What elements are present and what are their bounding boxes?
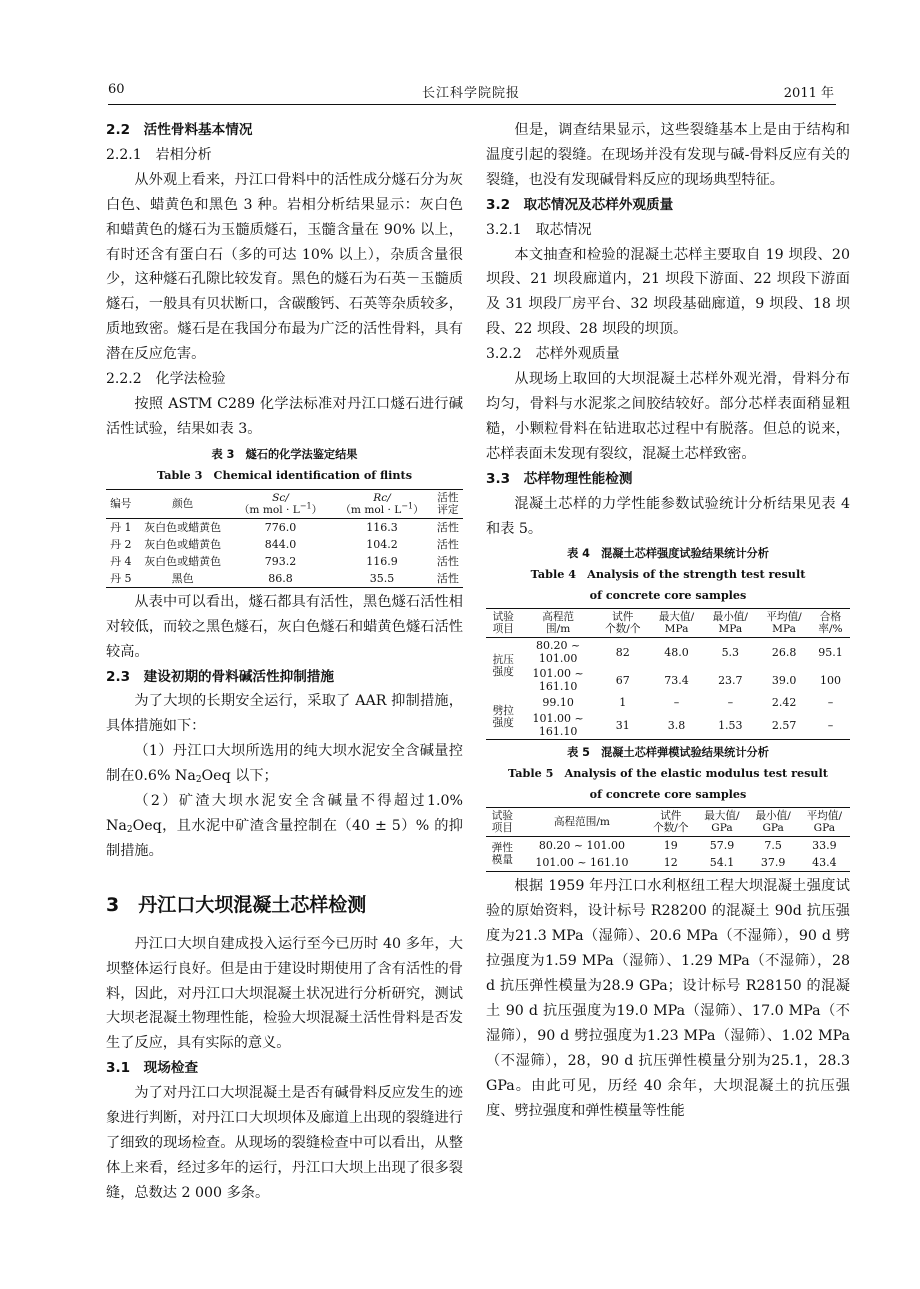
publication-year: 2011 年 — [783, 86, 834, 101]
table-group-label: 劈拉 强度 — [492, 704, 514, 729]
paragraph: 根据 1959 年丹江口水利枢纽工程大坝混凝土强度试验的原始资料，设计标号 R28200 的混凝土 90d 抗压强度为21.3 MPa（湿筛）、20.6 MPa（不湿筛），90 d 劈拉强度为1.59 MPa（湿筛）、1.29 MPa（不湿筛），28 d 抗压弹性模量为28.9 GPa；设计标号 R28150 的混凝土 90 d 抗压强度为19.0 MPa（湿筛）、17.0 MPa（不湿筛），90 d 劈拉强度为1.23 MPa（湿筛）、1.02 MPa（不湿筛），28，90 d 抗压弹性模量分别为25.1，28.3 GPa。由此可见，历经 40 余年，大坝混凝土的抗压强度、劈拉强度和弹性模量等性能 — [486, 878, 850, 1119]
table-group-label: 抗压 强度 — [492, 654, 514, 679]
table-cell: 26.8 — [771, 645, 797, 659]
table-header-cell: Sc/ （m mol · $L^{-1}$） — [238, 491, 323, 516]
paragraph: 从现场上取回的大坝混凝土芯样外观光滑，骨料分布均匀，骨料与水泥浆之间胶结较好。部分芯样表面稍显粗糙，小颗粒骨料在钻进取芯过程中有脱落。但总的说来，芯样表面未发现有裂纹，混凝土芯样致密。 — [486, 371, 850, 462]
table-4-caption-en: Table 4 Analysis of the strength test result — [530, 567, 806, 582]
section-2-2-1-title: 2.2.1 岩相分析 — [106, 146, 212, 163]
table-header-cell: 试件 个数/个 — [605, 611, 641, 636]
table-cell: 3.8 — [667, 718, 686, 732]
paragraph: 为了大坝的长期安全运行，采取了 AAR 抑制措施，具体措施如下： — [106, 693, 463, 735]
running-header — [108, 82, 834, 102]
table-cell: 23.7 — [718, 673, 743, 687]
table-header-cell: 平均值/ MPa — [766, 611, 802, 636]
table-row — [106, 536, 463, 553]
table-cell: 活性 — [436, 571, 459, 585]
right-column — [486, 118, 850, 1123]
table-cell: 12 — [663, 856, 678, 870]
table-cell: 黑色 — [171, 571, 194, 585]
table-cell: – — [673, 696, 680, 710]
table-cell: 101.00 ~ 161.10 — [532, 712, 584, 739]
table-header-cell: 高程范 围/m — [542, 611, 575, 636]
table-cell: 73.4 — [664, 673, 689, 687]
table-header-cell: 颜色 — [172, 497, 194, 510]
table-3-caption-cn: 表 3 燧石的化学法鉴定结果 — [211, 447, 358, 461]
table-cell: 5.3 — [721, 645, 740, 659]
table-header-cell: 高程范围/m — [553, 816, 610, 829]
table-header-row — [486, 609, 850, 638]
section-3-2-2-title: 3.2.2 芯样外观质量 — [486, 346, 620, 363]
paragraph: （2）矿渣大坝水泥安全含碱量不得超过1.0% $Na_2Oeq$，且水泥中矿渣含量控制在（40 ± 5）% 的抑制措施。 — [106, 793, 463, 859]
paragraph: 按照 ASTM C289 化学法标准对丹江口燧石进行碱活性试验，结果如表 3。 — [106, 395, 463, 437]
table-row — [486, 711, 850, 740]
table-cell: 116.9 — [366, 554, 398, 568]
table-header-cell: 平均值/ GPa — [806, 810, 843, 835]
table-header-cell: 最小值/ GPa — [755, 810, 791, 835]
table-5 — [486, 742, 850, 872]
table-row — [486, 837, 850, 855]
table-cell: 48.0 — [664, 645, 689, 659]
table-cell: 灰白色或蜡黄色 — [144, 537, 222, 551]
section-2-3-title: 2.3 建设初期的骨料碱活性抑制措施 — [106, 668, 334, 685]
table-cell: 43.4 — [812, 856, 837, 870]
table-cell: 活性 — [436, 537, 459, 551]
table-cell: 37.9 — [760, 856, 786, 870]
table-cell: 丹 5 — [110, 571, 132, 585]
table-cell: 104.2 — [366, 537, 398, 551]
table-cell: 丹 4 — [110, 554, 132, 568]
paragraph: 混凝土芯样的力学性能参数试验统计分析结果见表 4 和表 5。 — [486, 495, 850, 537]
table-cell: 54.1 — [709, 856, 735, 870]
table-cell: 灰白色或蜡黄色 — [144, 554, 222, 568]
table-header-row — [486, 808, 850, 837]
table-cell: 31 — [615, 718, 630, 732]
paragraph: （1）丹江口大坝所选用的纯大坝水泥安全含碱量控制在0.6% $Na_2Oeq$ 以下； — [106, 743, 463, 786]
table-5-grid — [486, 807, 850, 872]
section-3-title: 3 丹江口大坝混凝土芯样检测 — [106, 893, 367, 916]
table-header-cell: 试验 项目 — [491, 810, 513, 835]
table-header-cell: 编号 — [110, 497, 132, 510]
table-cell: 776.0 — [264, 520, 297, 534]
table-cell: 活性 — [436, 520, 459, 534]
table-cell: 101.00 ~ 161.10 — [535, 856, 629, 870]
table-3-grid — [106, 489, 463, 588]
table-header-cell: 最大值/ GPa — [704, 810, 740, 835]
table-cell: 80.20 ~ 101.00 — [536, 639, 581, 666]
table-cell: 80.20 ~ 101.00 — [538, 839, 626, 853]
paragraph: 从表中可以看出，燧石都具有活性，黑色燧石活性相对较低，而较之黑色燧石，灰白色燧石和蜡黄色燧石活性较高。 — [106, 593, 463, 660]
paragraph: 本文抽查和检验的混凝土芯样主要取自 19 坝段、20 坝段、21 坝段廊道内，21 坝段下游面、22 坝段下游面及 31 坝段厂房平台、32 坝段基础廊道，9 坝段、18 坝段、22 坝段、28 坝段的坝顶。 — [486, 246, 850, 338]
table-group-label: 弹性 模量 — [491, 842, 513, 867]
section-3-3-title: 3.3 芯样物理性能检测 — [486, 470, 633, 487]
left-column — [106, 118, 463, 1206]
table-header-cell: 活性 评定 — [437, 491, 459, 516]
paragraph: 从外观上看来，丹江口骨料中的活性成分燧石分为灰白色、蜡黄色和黑色 3 种。岩相分析结果显示：灰白色和蜡黄色的燧石为玉髓质燧石，玉髓含量在 90% 以上，有时还含有蛋白石（多的可达 10% 以上），杂质含量很少，这种燧石孔隙比较发育。黑色的燧石为石英－玉髓质燧石，一般具有贝状断口，含碳酸钙、石英等杂质较多，质地致密。燧石是在我国分布最为广泛的活性骨料，具有潜在反应危害。 — [106, 171, 463, 363]
journal-name: 长江科学院院报 — [421, 86, 520, 101]
table-cell: 39.0 — [771, 673, 797, 687]
table-cell: – — [727, 696, 734, 710]
table-header-row — [106, 489, 463, 518]
section-2-2-2-title: 2.2.2 化学法检验 — [106, 371, 226, 388]
table-4-caption-en: of concrete core samples — [589, 588, 747, 603]
paragraph: 但是，调查结果显示，这些裂缝基本上是由于结构和温度引起的裂缝。在现场并没有发现与碱-骨料反应有关的裂缝，也没有发现碱骨料反应的现场典型特征。 — [486, 122, 850, 188]
table-row — [486, 638, 850, 667]
paragraph: 丹江口大坝自建成投入运行至今已历时 40 多年，大坝整体运行良好。但是由于建设时期使用了含有活性的骨料，因此，对丹江口大坝混凝土状况进行分析研究，测试大坝老混凝土物理性能，检验大坝混凝土活性骨料是否发生了反应，具有实际的意义。 — [106, 935, 463, 1052]
section-2-2-title: 2.2 活性骨料基本情况 — [106, 122, 253, 138]
table-cell: 844.0 — [264, 537, 297, 551]
table-cell: 2.57 — [771, 718, 797, 732]
table-3 — [106, 444, 463, 588]
table-row — [106, 518, 463, 536]
table-cell: 2.42 — [771, 696, 797, 710]
table-4 — [486, 543, 850, 740]
table-cell: 19 — [663, 839, 678, 853]
table-cell: 1.53 — [718, 718, 743, 732]
table-5-caption-en: of concrete core samples — [589, 787, 747, 802]
table-3-caption-en: Table 3 Chemical identification of flints — [156, 467, 412, 482]
table-cell: 82 — [615, 645, 630, 659]
table-cell: 活性 — [436, 554, 459, 568]
table-header-cell: 试验 项目 — [492, 611, 514, 636]
table-cell: 793.2 — [264, 554, 297, 568]
section-3-2-1-title: 3.2.1 取芯情况 — [486, 221, 592, 238]
table-cell: 35.5 — [369, 571, 395, 585]
table-cell: 86.8 — [268, 571, 293, 585]
table-5-caption-cn: 表 5 混凝土芯样弹模试验结果统计分析 — [567, 746, 769, 760]
table-cell: 99.10 — [542, 696, 574, 710]
table-cell: 95.1 — [818, 645, 843, 659]
table-cell: 灰白色或蜡黄色 — [144, 520, 222, 534]
table-row — [106, 570, 463, 588]
section-3-1-title: 3.1 现场检查 — [106, 1060, 199, 1077]
table-cell: 丹 2 — [110, 537, 132, 551]
table-cell: 101.00 ~ 161.10 — [532, 667, 584, 694]
table-cell: 丹 1 — [110, 520, 132, 534]
table-cell: 33.9 — [812, 839, 837, 853]
table-row — [486, 694, 850, 711]
table-cell: 1 — [619, 696, 627, 710]
table-header-cell: 最小值/ MPa — [712, 611, 748, 636]
table-row — [486, 854, 850, 872]
table-row — [486, 666, 850, 694]
table-4-caption-cn: 表 4 混凝土芯样强度试验结果统计分析 — [567, 547, 769, 561]
table-cell: – — [827, 718, 834, 732]
table-header-cell: 合格 率/% — [818, 611, 843, 636]
table-header-cell: Rc/ （m mol · $L^{-1}$） — [340, 491, 424, 516]
table-cell: 57.9 — [709, 839, 735, 853]
table-4-grid — [486, 608, 850, 740]
table-cell: 100 — [819, 673, 841, 687]
page-number: 60 — [108, 82, 125, 97]
header-rule — [108, 104, 836, 105]
table-cell: 116.3 — [366, 520, 398, 534]
table-header-cell: 最大值/ MPa — [658, 611, 695, 636]
table-5-caption-en: Table 5 Analysis of the elastic modulus test result — [508, 766, 828, 781]
paragraph: 为了对丹江口大坝混凝土是否有碱骨料反应发生的迹象进行判断，对丹江口大坝坝体及廊道上出现的裂缝进行了细致的现场检查。从现场的裂缝检查中可以看出，从整体上来看，经过多年的运行，丹江口大坝上出现了很多裂缝，总数达 2 000 多条。 — [106, 1085, 463, 1201]
table-header-cell: 试件 个数/个 — [653, 810, 689, 835]
table-cell: 7.5 — [764, 839, 782, 853]
table-cell: 67 — [615, 673, 630, 687]
table-cell: – — [827, 696, 834, 710]
table-row — [106, 553, 463, 570]
section-3-2-title: 3.2 取芯情况及芯样外观质量 — [486, 196, 674, 213]
